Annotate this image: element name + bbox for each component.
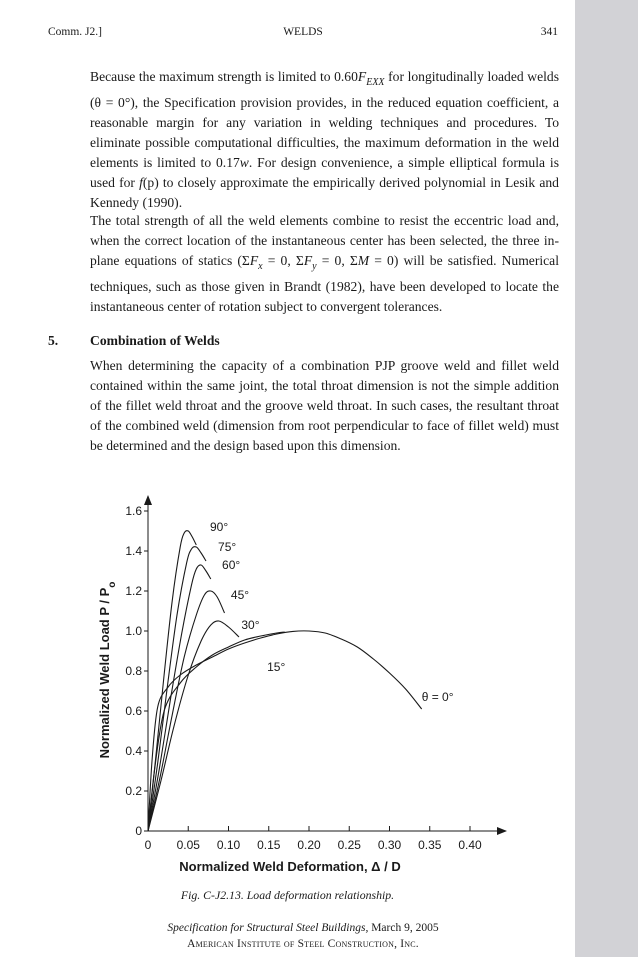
- series-line: [148, 531, 196, 831]
- x-tick-label: 0.10: [216, 838, 241, 852]
- y-tick-label: 0.2: [125, 784, 142, 798]
- y-tick-label: 0.4: [125, 744, 142, 758]
- series-line: [148, 621, 239, 831]
- curve-angle-label: 90°: [209, 520, 229, 534]
- curve-angle-label: 45°: [230, 588, 250, 602]
- curve-angle-label: 30°: [241, 618, 260, 632]
- curve-angle-label: 75°: [218, 540, 237, 554]
- footer-spec-title: Specification for Structural Steel Buildings,: [167, 922, 369, 934]
- section-title: Combination of Welds: [90, 333, 220, 348]
- x-tick-label: 0.25: [337, 838, 361, 852]
- header-section-ref: Comm. J2.]: [48, 26, 102, 38]
- x-tick-label: 0.15: [257, 838, 281, 852]
- load-deformation-chart: [88, 488, 528, 888]
- x-tick-label: 0.30: [377, 838, 402, 852]
- x-axis-title: Normalized Weld Deformation, Δ / D: [179, 859, 401, 874]
- footer-publisher: American Institute of Steel Construction, Inc.: [187, 938, 419, 950]
- curve-angle-label: 15°: [267, 660, 286, 674]
- page-margin-bar: [575, 0, 638, 957]
- x-tick-label: 0.35: [418, 838, 442, 852]
- footer-spec-line: [0, 922, 606, 934]
- x-tick-label: 0.05: [176, 838, 200, 852]
- y-tick-label: 0.8: [125, 664, 142, 678]
- paragraph-max-strength: Because the maximum strength is limited to $0.60F_{EXX}$ for longitudinally loaded welds (θ = 0°), the Specification provision provides, in the reduced equation coefficient, a reasonable margin for any variation in welding techniques and procedures. To eliminate possible computational difficulties, the maximum deformation in the weld elements is limited to 0.17w. For design convenience, a simple elliptical formula is used for f(p) to closely approximate the empirically derived polynomial in Lesik and Kennedy (1990).: [90, 69, 559, 210]
- series-line: [148, 591, 225, 831]
- x-tick-label: 0: [144, 838, 152, 852]
- header-chapter-title: WELDS: [283, 26, 323, 38]
- footer-spec-date: March 9, 2005: [368, 922, 439, 934]
- page-number: 341: [540, 26, 558, 38]
- paragraph-instantaneous-center: The total strength of all the weld elements combine to resist the eccentric load and, when the correct location of the instantaneous center has been selected, the three in-plane equations of statics ($\Sigma F_x = 0$, $\Sigma F_y = 0$, ΣM = 0) will be satisfied. Numerical techniques, such as those given in Brandt (1982), have been developed to locate the instantaneous center of rotation subject to convergent tolerances.: [90, 213, 559, 314]
- section-number: 5.: [48, 333, 59, 348]
- y-tick-label: 1.2: [125, 584, 142, 598]
- section-heading: [48, 331, 548, 351]
- y-tick-label: 1.6: [125, 504, 142, 518]
- paragraph-combination-welds: When determining the capacity of a combination PJP groove weld and fillet weld contained within the same joint, the total throat dimension is not the simple addition of the fillet weld throat and the groove weld throat. In such cases, the resultant throat of the combined weld (dimension from root perpendicular to face of fillet weld) must be determined and the design based upon this dimension.: [90, 358, 559, 453]
- y-tick-label: 0: [135, 824, 142, 838]
- y-axis-title: Normalized Weld Load P / $P_o$: [97, 581, 118, 759]
- y-tick-label: 1.4: [125, 544, 142, 558]
- running-header: [48, 26, 558, 40]
- x-tick-label: 0.20: [297, 838, 321, 852]
- figure-caption: Fig. C-J2.13. Load deformation relationship.: [180, 888, 395, 902]
- y-tick-label: 1.0: [125, 624, 142, 638]
- curve-angle-label: 60°: [222, 558, 241, 572]
- y-tick-label: 0.6: [125, 704, 142, 718]
- x-tick-label: 0.40: [458, 838, 482, 852]
- curve-angle-label: θ = 0°: [421, 690, 454, 704]
